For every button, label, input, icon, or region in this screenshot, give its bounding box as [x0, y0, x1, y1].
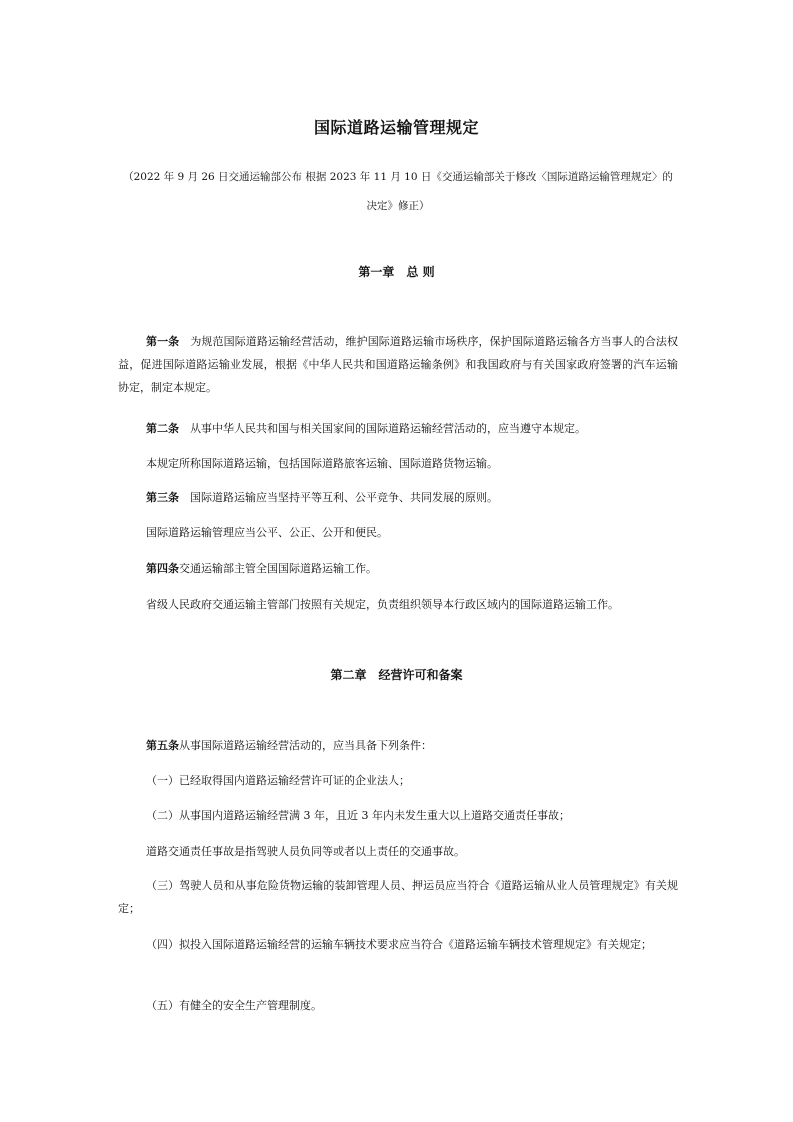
document-subtitle: （2022 年 9 月 26 日交通运输部公布 根据 2023 年 11 月 10 日《交通运输部关于修改〈国际道路运输管理规定〉的决定》修正）: [123, 171, 673, 212]
article-1-text: 为规范国际道路运输经营活动，维护国际道路运输市场秩序，保护国际道路运输各方当事人的合法权益，促进国际道路运输业发展，根据《中华人民共和国道路运输条例》和我国政府与有关国家政府签署的汽车运输协定，制定本规定。: [118, 335, 679, 394]
article-5: [118, 734, 678, 757]
article-1: [118, 330, 678, 399]
article-4-text: 交通运输部主管全国国际道路运输工作。: [179, 562, 377, 575]
article-2-paragraph-2: 本规定所称国际道路运输，包括国际道路旅客运输、国际道路货物运输。: [146, 457, 498, 470]
article-5-text: 从事国际道路运输经营活动的，应当具备下列条件：: [179, 739, 432, 752]
article-5-item-4: （四）拟投入国际道路运输经营的运输车辆技术要求应当符合《道路运输车辆技术管理规定》有关规定；: [146, 938, 652, 951]
article-5-item-2: （二）从事国内道路运输经营满 3 年，且近 3 年内未发生重大以上道路交通责任事故；: [146, 809, 570, 822]
article-2-text: 从事中华人民共和国与相关国家间的国际道路运输经营活动的，应当遵守本规定。: [179, 422, 586, 435]
article-2-label: 第二条: [146, 422, 179, 435]
article-2: [118, 417, 678, 440]
article-1-label: 第一条: [146, 335, 180, 348]
article-5-item-2-note: 道路交通责任事故是指驾驶人员负同等或者以上责任的交通事故。: [146, 845, 465, 858]
article-3-label: 第三条: [146, 491, 179, 504]
article-3-text: 国际道路运输应当坚持平等互利、公平竞争、共同发展的原则。: [179, 491, 498, 504]
document-title: 国际道路运输管理规定: [313, 118, 479, 137]
article-3-paragraph-2: 国际道路运输管理应当公平、公正、公开和便民。: [146, 526, 388, 539]
article-5-item-3: （三）驾驶人员和从事危险货物运输的装卸管理人员、押运员应当符合《道路运输从业人员管理规定》有关规定；: [118, 879, 678, 915]
article-4: [118, 557, 678, 580]
article-5-item-1: （一）已经取得国内道路运输经营许可证的企业法人；: [146, 774, 410, 787]
chapter-1-heading: 第一章 总 则: [358, 265, 435, 279]
article-5-item-5: （五）有健全的安全生产管理制度。: [146, 999, 322, 1012]
article-4-paragraph-2: 省级人民政府交通运输主管部门按照有关规定，负责组织领导本行政区域内的国际道路运输工作。: [146, 598, 619, 611]
article-3: [118, 486, 678, 509]
chapter-2-heading: 第二章 经营许可和备案: [330, 668, 463, 682]
article-4-label: 第四条: [146, 562, 179, 575]
article-5-label: 第五条: [146, 739, 179, 752]
